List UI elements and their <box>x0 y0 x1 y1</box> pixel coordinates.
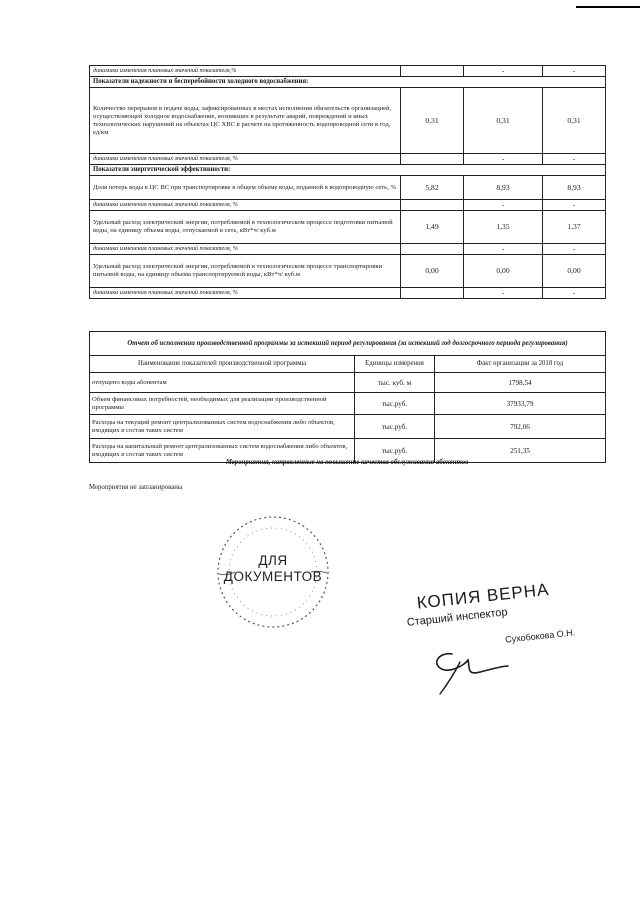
table-row <box>90 373 606 393</box>
row-label: динамика изменения плановых значений показателя, % <box>90 288 401 299</box>
value-cell: 0,31 <box>464 88 543 154</box>
table-row <box>90 154 606 165</box>
row-label: динамика изменения плановых значений показателя, % <box>90 154 401 165</box>
value-cell: - <box>464 200 543 211</box>
value-cell: - <box>543 66 606 77</box>
value-cell: - <box>464 288 543 299</box>
row-label: динамика изменения плановых значений показателя, % <box>90 244 401 255</box>
value-cell: 8,93 <box>464 176 543 200</box>
value-cell <box>401 200 464 211</box>
row-unit: тыс.руб. <box>355 415 435 439</box>
column-header: Факт организации за 2018 год <box>435 356 606 373</box>
value-cell <box>401 288 464 299</box>
indicators-table <box>89 65 606 299</box>
copy-stamp-title: КОПИЯ ВЕРНА <box>415 579 551 613</box>
copy-stamp-role: Старший инспектор <box>406 606 509 629</box>
table-row <box>90 393 606 415</box>
table-row <box>90 244 606 255</box>
row-value: 792,06 <box>435 415 606 439</box>
value-cell: 0,00 <box>543 255 606 288</box>
table-title-row <box>90 332 606 356</box>
row-name: отпущено воды абонентам <box>90 373 355 393</box>
value-cell: 0,00 <box>401 255 464 288</box>
row-unit: тыс.руб. <box>355 393 435 415</box>
copy-stamp-name: Сухобокова О.Н. <box>504 627 576 645</box>
row-unit: тыс. куб. м <box>355 373 435 393</box>
section-row <box>90 165 606 176</box>
value-cell: - <box>464 66 543 77</box>
note-text: Мероприятия не запланированы <box>89 484 183 491</box>
column-header: Единицы измерения <box>355 356 435 373</box>
value-cell <box>401 154 464 165</box>
section-title: Показатели надежности и бесперебойности холодного водоснабжения: <box>90 77 606 88</box>
table-row <box>90 288 606 299</box>
value-cell <box>401 244 464 255</box>
section-title: Показатели энергетической эффективности: <box>90 165 606 176</box>
table-row <box>90 88 606 154</box>
value-cell: - <box>543 288 606 299</box>
value-cell: - <box>543 244 606 255</box>
signature-icon <box>420 636 510 696</box>
value-cell: 1,49 <box>401 211 464 244</box>
table-row <box>90 200 606 211</box>
value-cell: 5,82 <box>401 176 464 200</box>
row-label: Количество перерывов в подаче воды, зафиксированных в местах исполнения обязательств организацией, осуществляющей холодное водоснабжение, возникших в результате аварий, повреждений и иных технологических нарушений на объектах ЦС ХВС в расчете на протяженность водопроводной сети в год, ед/км <box>90 88 401 154</box>
value-cell: - <box>543 154 606 165</box>
row-value: 1798,54 <box>435 373 606 393</box>
row-name: Расходы на капитальный ремонт централизованных систем водоснабжения либо объектов, входящих в состав таких систем <box>90 439 355 463</box>
value-cell: - <box>543 200 606 211</box>
row-value: 251,35 <box>435 439 606 463</box>
table-row <box>90 176 606 200</box>
column-header: Наименование показателей производственной программы <box>90 356 355 373</box>
table-row <box>90 66 606 77</box>
row-value: 37933,79 <box>435 393 606 415</box>
row-label: динамика изменения плановых значений показателя, % <box>90 200 401 211</box>
value-cell <box>401 66 464 77</box>
value-cell: - <box>464 244 543 255</box>
header-row <box>90 356 606 373</box>
row-name: Объем финансовых потребностей, необходимых для реализации производственной программы <box>90 393 355 415</box>
row-label: динамика изменения плановых значений показателя,% <box>90 66 401 77</box>
row-label: Доля потерь воды в ЦС ВС при транспортировке в общем объеме воды, поданной в водопроводную сеть, % <box>90 176 401 200</box>
stamp-line: ДОКУМЕНТОВ <box>223 569 323 584</box>
row-name: Расходы на текущий ремонт централизованных систем водоснабжения либо объектов, входящих в состав таких систем <box>90 415 355 439</box>
value-cell: 0,31 <box>543 88 606 154</box>
table-row <box>90 415 606 439</box>
table-title: Отчет об исполнении производственной программы за истекший период регулирования (за истекший год долгосрочного периода регулирования) <box>90 332 606 356</box>
top-rule <box>576 6 640 8</box>
table-row <box>90 255 606 288</box>
value-cell: 1,35 <box>464 211 543 244</box>
section-row <box>90 77 606 88</box>
table-row <box>90 211 606 244</box>
value-cell: 0,00 <box>464 255 543 288</box>
stamp-line: ДЛЯ <box>258 553 288 568</box>
documents-stamp <box>213 512 333 632</box>
value-cell: 8,93 <box>543 176 606 200</box>
production-program-table <box>89 331 606 463</box>
value-cell: 1,37 <box>543 211 606 244</box>
row-unit: тыс.руб. <box>355 439 435 463</box>
row-label: Удельный расход электрической энергии, потребляемой в технологическом процессе транспортировки питьевой воды, на единицу объема транспортируемой воды, кВт*ч/ куб.м <box>90 255 401 288</box>
value-cell: 0,31 <box>401 88 464 154</box>
value-cell: - <box>464 154 543 165</box>
section-caption: Мероприятия, направленные на повышение качества обслуживания абонентов <box>225 459 469 466</box>
row-label: Удельный расход электрической энергии, потребляемой в технологическом процессе подготовки питьевой воды, на единицу объема воды, отпускаемой в сеть, кВт*ч/ куб.м <box>90 211 401 244</box>
